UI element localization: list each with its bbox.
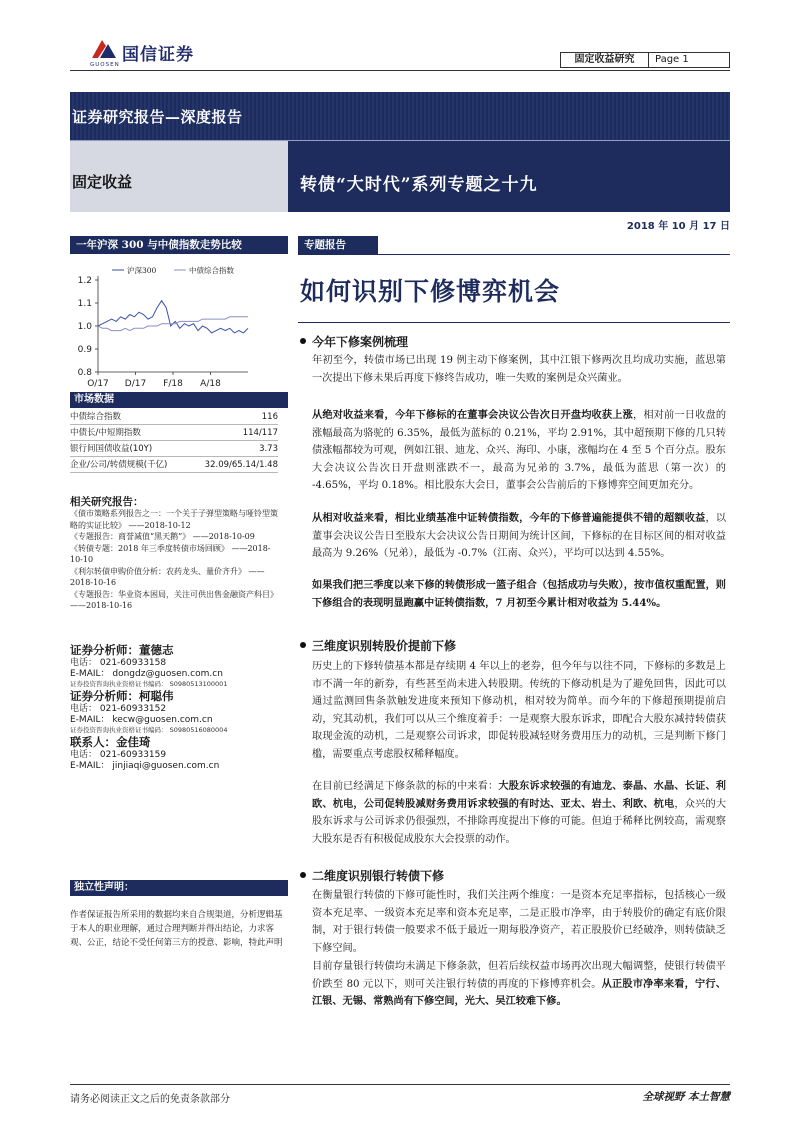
badge-divider bbox=[298, 254, 730, 255]
analyst-email[interactable]: E-MAIL： kecw@guosen.com.cn bbox=[70, 715, 213, 725]
table-row bbox=[70, 457, 278, 473]
list-item[interactable]: 《专题报告：华业资本困局，关注可供出售金融资产科目》 ——2018-10-16 bbox=[70, 589, 278, 610]
page-number: Page 1 bbox=[655, 54, 689, 65]
section-1-para-2 bbox=[312, 407, 726, 495]
row-value: 116 bbox=[261, 412, 278, 422]
body-text: 在目前已经满足下修条款的标的中来看： bbox=[312, 781, 499, 792]
x-tick-label: D/17 bbox=[124, 379, 147, 389]
section-3-para-1: 在衡量银行转债的下修可能性时，我们关注两个维度：一是资本充足率指标，包括核心一级资本充足率、一级资本充足率和资本充足率，二是正股市净率，由于转股价的确定有底价限制，对于银行转债一般要求不低于最近一期每股净资产，若正股股价已经破净，则转债缺乏下修空间。 bbox=[312, 890, 726, 954]
bullet-icon bbox=[300, 642, 306, 648]
market-data-heading: 市场数据 bbox=[70, 392, 288, 408]
footer-disclaimer: 请务必阅读正文之后的免责条款部分 bbox=[70, 1094, 230, 1105]
section-title: 今年下修案例梳理 bbox=[312, 335, 409, 349]
series-line bbox=[98, 317, 248, 331]
report-type: 证券研究报告—深度报告 bbox=[72, 108, 243, 126]
header-divider bbox=[70, 70, 730, 71]
header-category: 固定收益研究 bbox=[561, 53, 649, 67]
list-item[interactable]: 《专题报告：商誉减值“黑天鹅”》 ——2018-10-09 bbox=[70, 532, 255, 541]
x-tick-label: O/17 bbox=[87, 379, 109, 389]
row-label: 中债综合指数 bbox=[70, 412, 122, 422]
report-date: 2018 年 10 月 17 日 bbox=[626, 221, 730, 232]
row-value: 114/117 bbox=[242, 428, 278, 438]
section-3-para-2 bbox=[312, 958, 726, 1011]
section-2-para-1: 历史上的下修转债基本都是存续期 4 年以上的老券，但今年与以往不同，下修标的多数是上市不满一年的新券，有些甚至尚未进入转股期。传统的下修动机是为了避免回售，因此可以通过监测回售条款触发进度来预知下修动机，相对较为简单。而今年的下修超预期提前启动，究其动机，我们可以从三个维度着手：一是观察大股东诉求，即配合大股东减持转债获取现金流的动机，二是观察公司诉求，即促转股减轻财务费用压力的动机，三是判断下修门槛，需要重点考虑股权稀释幅度。 bbox=[312, 661, 726, 760]
analyst-phone: 电话： 021-60933158 bbox=[70, 658, 167, 668]
analyst-name: 金佳琦 bbox=[116, 735, 151, 749]
independence-text: 作者保证报告所采用的数据均来自合规渠道，分析逻辑基于本人的职业理解，通过合理判断并得出结论，力求客观、公正，结论不受任何第三方的授意、影响，特此声明 bbox=[70, 910, 283, 948]
bold-text: 大股东诉求较强的有迪龙、泰晶、水晶、长证、利欧、杭电，公司促转股减财务费用诉求较强的有时达、亚太、岩土、利欧、杭电 bbox=[312, 780, 726, 810]
sector-label: 固定收益 bbox=[72, 173, 133, 191]
series-line bbox=[98, 301, 248, 333]
footer-slogan: 全球视野 本土智慧 bbox=[642, 1091, 730, 1103]
analyst-contacts bbox=[70, 643, 288, 772]
analyst-cert: 证券投资咨询执业资格证书编码： S0980513100001 bbox=[70, 680, 228, 688]
y-tick-label: 1.0 bbox=[77, 322, 92, 332]
bullet-icon bbox=[300, 872, 306, 878]
table-row bbox=[70, 425, 278, 441]
list-item[interactable]: 《利尔转债申购价值分析：农药龙头、量价齐升》 ——2018-10-16 bbox=[70, 566, 265, 587]
section-1-para-3 bbox=[312, 510, 726, 563]
body-text: 目前存量银行转债均未满足下修条款，但若后续权益市场再次出现大幅调整，使银行转债平价跌至 80 元以下，则可关注银行转债的再度的下修博弈机会。 bbox=[312, 961, 726, 990]
row-label: 银行间国债收益(10Y) bbox=[70, 444, 153, 454]
body-text: ，相对前一日收盘的涨幅最高为骆驼的 6.35%，最低为蓝标的 0.21%，平均 2.91%，其中超预期下修的几只转债涨幅都较为可观，例如江银、迪龙、众兴、海印、小康，涨幅均在 4 至 5 个百分点。股东大会决议公告次日开盘则涨跌不一，最高为兄弟的 3.7%，最低为蓝思（第一次）的 -4.65%，平均 0.18%。相比股东大会日，董事会公告前后的下修博弈空间更加充分。 bbox=[312, 410, 727, 492]
table-row bbox=[70, 409, 278, 425]
legend-label: 中债综合指数 bbox=[189, 266, 234, 275]
body-text: ，众兴的大股东诉求与公司诉求仍很强烈，不排除再度提出下修的可能。但迫于稀释比例较高，需观察大股东是否有积极促成股东大会投票的动作。 bbox=[312, 798, 727, 845]
y-tick-label: 0.8 bbox=[77, 368, 92, 378]
related-reports-heading: 相关研究报告： bbox=[70, 496, 144, 508]
sector-box bbox=[70, 141, 288, 212]
title-divider bbox=[298, 322, 730, 323]
brand-name-en: GUOSEN bbox=[90, 62, 120, 68]
analyst-email[interactable]: E-MAIL： jinjiaqi@guosen.com.cn bbox=[70, 761, 220, 771]
independence-heading: 独立性声明： bbox=[70, 880, 288, 896]
row-value: 3.73 bbox=[259, 444, 278, 454]
analyst-phone: 电话： 021-60933152 bbox=[70, 704, 167, 714]
analyst-phone: 电话： 021-60933159 bbox=[70, 750, 167, 760]
bold-text: 从相对收益来看，相比业绩基准中证转债指数，今年的下修普遍能提供不错的超额收益 bbox=[312, 512, 706, 524]
list-item[interactable]: 《债市策略系列报告之一：一个关于子弹型策略与哑铃型策略的实证比较》 ——2018-10-12 bbox=[70, 509, 278, 530]
analyst-role: 联系人： bbox=[70, 735, 116, 749]
title-banner bbox=[70, 92, 730, 212]
y-tick-label: 1.1 bbox=[77, 299, 92, 309]
market-data-table bbox=[70, 409, 278, 473]
y-tick-label: 1.2 bbox=[77, 276, 92, 286]
brand-name: 国信证券 bbox=[122, 45, 194, 65]
analyst-2-name bbox=[70, 689, 288, 704]
chart-heading: 一年沪深 300 与中债指数走势比较 bbox=[70, 236, 288, 254]
bold-text: 从正股市净率来看，宁行、江银、无锡、常熟尚有下修空间，光大、吴江较难下修。 bbox=[312, 977, 727, 1008]
related-reports-list bbox=[70, 508, 280, 612]
y-tick-label: 0.9 bbox=[77, 345, 92, 355]
section-1-para-1: 年初至今，转债市场已出现 19 例主动下修案例，其中江银下修两次且均成功实施，蓝思第一次提出下修未果后再度下修终告成功，唯一失败的案例是众兴菌业。 bbox=[312, 355, 726, 384]
section-2-heading bbox=[300, 637, 456, 654]
legend-label: 沪深300 bbox=[127, 266, 157, 275]
row-label: 企业/公司/转债规模(千亿) bbox=[70, 460, 168, 470]
body-text: ，以董事会决议公告日至股东大会决议公告日期间为统计区间，下修标的在目标区间的相对收益最高为 9.26%（兄弟），最低为 -0.7%（江南、众兴），平均可以达到 4.55%。 bbox=[312, 513, 727, 560]
analyst-1-name bbox=[70, 643, 288, 658]
analyst-name: 董德志 bbox=[139, 643, 174, 657]
series-title: 转债“大时代”系列专题之十九 bbox=[300, 175, 538, 195]
header-box bbox=[560, 52, 730, 68]
bold-text: 如果我们把三季度以来下修的转债形成一篮子组合（包括成功与失败），按市值权重配置，则下修组合的表现明显跑赢中证转债指数，7 月初至今累计相对收益为 5.44%。 bbox=[312, 579, 726, 609]
analyst-role: 证券分析师： bbox=[70, 643, 139, 657]
analyst-role: 证券分析师： bbox=[70, 689, 139, 703]
section-title: 三维度识别转股价提前下修 bbox=[312, 639, 457, 653]
contact-name bbox=[70, 735, 288, 750]
analyst-cert: 证券投资咨询执业资格证书编码： S0980516080004 bbox=[70, 726, 228, 734]
footer-divider bbox=[70, 1084, 730, 1085]
section-1-heading bbox=[300, 333, 408, 350]
guosen-logo bbox=[88, 36, 238, 72]
analyst-name: 柯聪伟 bbox=[139, 689, 174, 703]
analyst-email[interactable]: E-MAIL： dongdz@guosen.com.cn bbox=[70, 669, 223, 679]
section-2-para-2 bbox=[312, 778, 726, 848]
report-badge: 专题报告 bbox=[298, 236, 378, 254]
bold-text: 从绝对收益来看，今年下修标的在董事会决议公告次日开盘均收获上涨 bbox=[312, 409, 633, 421]
guosen-logo-icon bbox=[88, 36, 118, 62]
page-title: 如何识别下修博弈机会 bbox=[300, 277, 561, 306]
banner-top-row bbox=[70, 92, 730, 140]
bullet-icon bbox=[300, 338, 306, 344]
section-1-para-4 bbox=[312, 577, 726, 612]
row-value: 32.09/65.14/1.48 bbox=[204, 460, 278, 470]
table-row bbox=[70, 441, 278, 457]
x-tick-label: F/18 bbox=[163, 379, 183, 389]
index-comparison-chart bbox=[70, 258, 288, 392]
x-tick-label: A/18 bbox=[200, 379, 221, 389]
section-title: 二维度识别银行转债下修 bbox=[312, 869, 445, 883]
section-3-heading bbox=[300, 867, 444, 884]
list-item[interactable]: 《转债专题：2018 年三季度转债市场回顾》 ——2018-10-10 bbox=[70, 543, 271, 564]
row-label: 中债长/中短期指数 bbox=[70, 428, 141, 438]
